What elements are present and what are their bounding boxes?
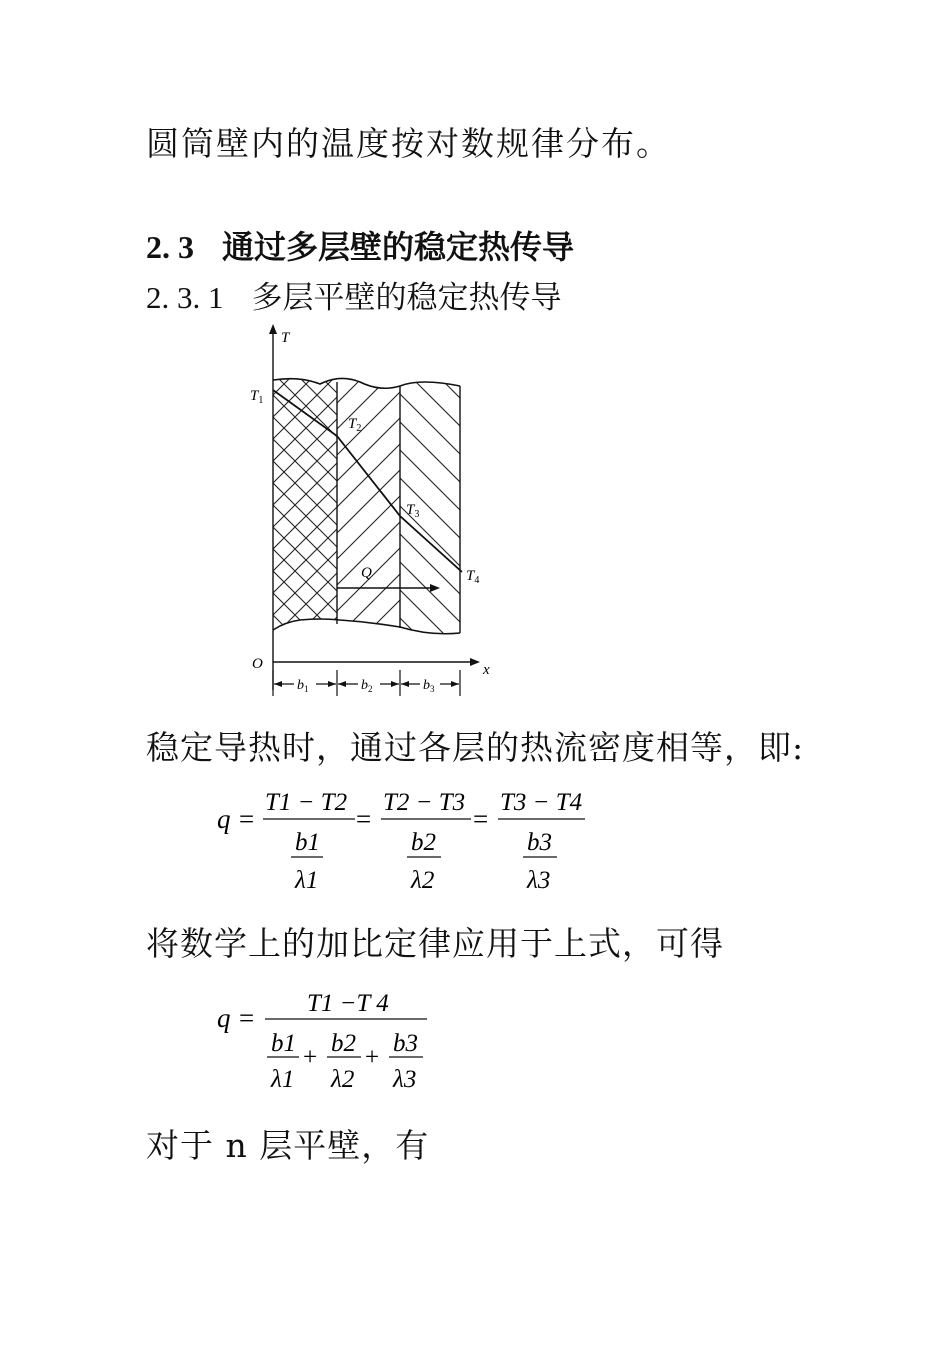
equation-1-svg xyxy=(215,780,605,900)
x-axis-arrow-icon xyxy=(470,658,480,666)
t4-label: $T_4$ xyxy=(466,568,480,586)
paragraph-add-rule: 将数学上的加比定律应用于上式，可得 xyxy=(146,924,724,963)
eq1-equals-2: = xyxy=(473,804,489,834)
eq2-lhs: q = xyxy=(217,1003,256,1033)
eq2-lambda3: λ3 xyxy=(393,1066,417,1093)
equation-total-flux xyxy=(215,983,455,1107)
heat-flow-label: Q xyxy=(361,565,372,581)
t3-label: $T_3$ xyxy=(406,502,420,520)
section-heading xyxy=(146,222,574,268)
origin-label: O xyxy=(252,656,263,672)
t-axis-arrow-icon xyxy=(269,324,277,334)
eq2-plus-1: + xyxy=(303,1044,318,1071)
t1-label: $T_1$ xyxy=(250,388,264,406)
section-number: 2. 3 xyxy=(146,229,194,265)
eq1-lambda2: λ2 xyxy=(411,867,435,894)
eq1-numerator-3: T3 − T4 xyxy=(500,789,583,816)
eq2-b1: b1 xyxy=(271,1030,296,1057)
eq1-b1: b1 xyxy=(295,829,320,856)
multilayer-wall-figure xyxy=(240,318,500,707)
layer-1 xyxy=(273,368,337,648)
paragraph-intro: 圆筒壁内的温度按对数规律分布。 xyxy=(146,124,671,163)
subsection-number: 2. 3. 1 xyxy=(146,280,224,315)
paragraph-steady: 稳定导热时，通过各层的热流密度相等，即: xyxy=(146,728,805,767)
subsection-title: 多层平壁的稳定热传导 xyxy=(251,280,562,316)
eq2-lambda2: λ2 xyxy=(331,1066,355,1093)
eq1-b3: b3 xyxy=(527,829,552,856)
eq1-b2: b2 xyxy=(411,829,436,856)
equation-2-svg xyxy=(215,983,455,1103)
eq2-b2: b2 xyxy=(331,1030,356,1057)
eq1-lambda1: λ1 xyxy=(295,867,319,894)
b3-label: $b_3$ xyxy=(423,678,435,694)
x-axis-label: x xyxy=(483,662,490,678)
paragraph-n-layer: 对于 n 层平壁，有 xyxy=(146,1126,430,1165)
b2-label: $b_2$ xyxy=(361,678,373,694)
equation-heat-flux-layers xyxy=(215,780,605,904)
eq1-lambda3: λ3 xyxy=(527,867,551,894)
eq2-plus-2: + xyxy=(365,1044,380,1071)
t2-label: $T_2$ xyxy=(348,416,362,434)
eq2-b3: b3 xyxy=(393,1030,418,1057)
section-title: 通过多层壁的稳定热传导 xyxy=(222,228,575,266)
eq1-lhs: q = xyxy=(217,804,256,834)
eq2-numerator: T1 −T 4 xyxy=(307,990,389,1017)
b1-label: $b_1$ xyxy=(297,678,309,694)
eq2-lambda1: λ1 xyxy=(271,1066,295,1093)
layer-2 xyxy=(337,368,400,648)
t-axis-label: T xyxy=(281,330,290,346)
eq1-numerator-1: T1 − T2 xyxy=(265,789,348,816)
subsection-heading xyxy=(146,272,562,317)
eq1-numerator-2: T2 − T3 xyxy=(383,789,466,816)
wall-diagram xyxy=(240,318,500,703)
eq1-equals-1: = xyxy=(356,804,372,834)
